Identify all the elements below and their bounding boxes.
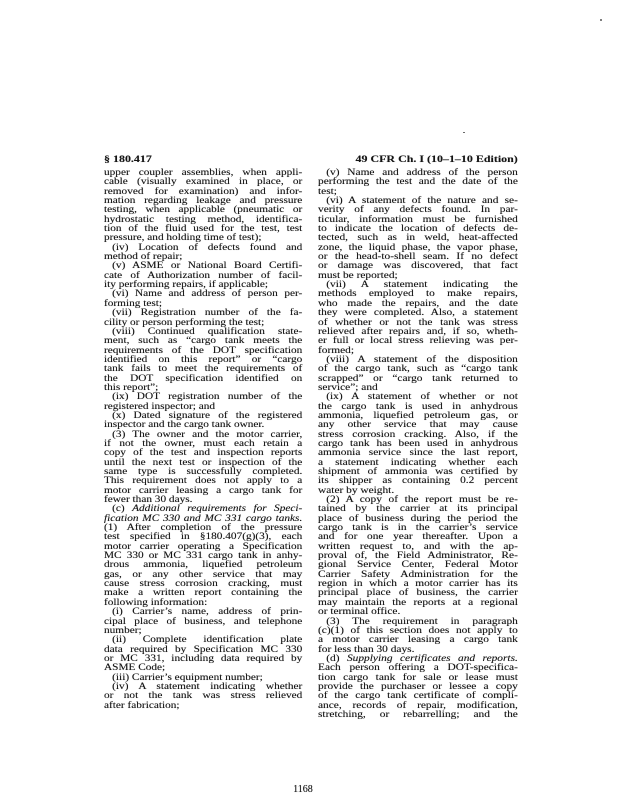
text-line: (vii) Registration number of the fa- [112, 307, 303, 318]
paragraph [104, 289, 302, 308]
text-line: a statement indicating whether each [318, 456, 518, 467]
paragraph [318, 617, 518, 654]
text-line: registered inspector; and [104, 400, 216, 411]
text-line: forming test; [104, 297, 163, 308]
paragraph [318, 495, 518, 616]
text-line: (ii) Complete identification plate [112, 634, 303, 645]
text-line: (iii) Carrier’s equipment number; [112, 671, 263, 682]
text-line: tion of the fluid used for the test, test [104, 223, 303, 234]
text-line: or MC 331, including data required by [104, 652, 303, 663]
text-line: cility or person performing the test; [104, 316, 265, 327]
scan-speck [600, 19, 602, 21]
text-line: Each person offering a DOT-specifica- [318, 662, 518, 673]
paragraph [104, 635, 302, 672]
text-line: service”; and [318, 381, 378, 392]
text-line: its shipper as containing 0.2 percent [318, 475, 518, 486]
paragraph [104, 430, 302, 505]
text-line: cate of Authorization number of facil- [104, 269, 303, 280]
text-line: region in which a motor carrier has its [318, 578, 518, 589]
scan-speck [463, 132, 465, 133]
text-line: tained by the carrier at its principal [318, 503, 518, 514]
text-line: make a written report containing the [104, 587, 303, 598]
text-line: ASME Code; [104, 662, 166, 673]
text-line: provide the purchaser or lessee a copy [318, 680, 518, 691]
italic-heading-text: fication MC 330 and MC 331 cargo tanks. [104, 512, 303, 523]
text-line: hydrostatic testing method, identifica- [104, 213, 303, 224]
text-line: the DOT specification identified on [104, 372, 303, 383]
paragraph [318, 392, 518, 495]
text-line: (2) A copy of the report must be re- [326, 494, 518, 505]
text-line: of the cargo tank, such as “cargo tank [318, 363, 518, 374]
text-line: proval of, the Field Administrator, Re- [318, 550, 518, 561]
text-line: (vi) A statement of the nature and se- [326, 195, 518, 206]
text-line: cipal place of business, and telephone [104, 615, 303, 626]
text-line: or not the tank was stress relieved [104, 690, 303, 701]
text-line: formed; [318, 344, 355, 355]
text-line: motor carrier leasing a cargo tank for [104, 484, 303, 495]
text-line: (i) Carrier’s name, address of prin- [112, 606, 303, 617]
text-line: any other service that may cause [318, 419, 518, 430]
text-line: relieved after repairs and, if so, wheth- [318, 325, 518, 336]
paragraph [104, 327, 302, 392]
paragraph [104, 682, 302, 710]
text-line: (ix) DOT registration number of the [112, 391, 303, 402]
text-line: zone, the liquid phase, the vapor phase, [318, 241, 518, 252]
text-line: cargo tank has been used in anhydrous [318, 437, 518, 448]
text-line: MC 330 or MC 331 cargo tank in anhy- [104, 550, 303, 561]
text-line: cable (visually examined in place, or [104, 176, 303, 187]
text-line: gas, or any other service that may [104, 568, 303, 579]
text-line: who made the repairs, and the date [318, 297, 518, 308]
paragraph [104, 392, 302, 411]
text-line: ticular, information must be furnished [318, 213, 518, 224]
text-line: (vi) Name and address of person per- [112, 288, 303, 299]
paragraph [318, 168, 518, 196]
text-line: ment, such as “cargo tank meets the [104, 335, 303, 346]
text-line: stress corrosion cracking. Also, if the [318, 428, 518, 439]
text-line: (viii) A statement of the disposition [326, 353, 518, 364]
running-head-edition: 49 CFR Ch. I (10–1–10 Edition) [355, 155, 518, 165]
text-line: the cargo tank is used in anhydrous [318, 400, 518, 411]
text-line: (vii) A statement indicating the [326, 279, 518, 290]
text-line: (3) The requirement in paragraph [326, 615, 518, 626]
text-run: (d) [326, 652, 347, 663]
paragraph [104, 504, 302, 607]
text-line: identified on this report” or “cargo [104, 353, 303, 364]
section-number: § 180.417 [104, 155, 152, 165]
text-line: or the head-to-shell seam. If no defect [318, 251, 518, 262]
text-line: (v) Name and address of the person [326, 167, 518, 177]
text-line: following information: [104, 596, 208, 607]
text-line: copy of the test and inspection reports [104, 447, 303, 458]
text-line: mation regarding leakage and pressure [104, 195, 303, 206]
text-line: er full or local stress relieving was per- [318, 335, 518, 346]
right-text-column [318, 168, 518, 719]
text-line: This requirement does not apply to a [104, 475, 303, 486]
text-line: drous ammonia, liquefied petroleum [104, 559, 303, 570]
paragraph [104, 243, 302, 262]
text-line: Carrier Safety Administration for the [318, 568, 518, 579]
text-line: ity performing repairs, if applicable; [104, 279, 269, 290]
text-line: cargo tank is in the carrier’s service [318, 522, 518, 533]
text-line: upper coupler assemblies, when appli- [104, 167, 303, 177]
text-line: performing the test and the date of the [318, 176, 518, 187]
text-line: or damage was discovered, that fact [318, 260, 518, 271]
text-line: test; [318, 185, 337, 196]
paragraph [318, 355, 518, 392]
text-line: pressure, and holding time of test); [104, 232, 262, 243]
text-line: inspector and the cargo tank owner. [104, 419, 265, 430]
text-line: stretching, or rebarrelling; and the [318, 708, 518, 719]
text-line: test specified in §180.407(g)(3), each [104, 531, 303, 542]
paragraph [318, 654, 518, 719]
text-line: (iv) Location of defects found and [112, 241, 303, 252]
text-line: (viii) Continued qualification state- [112, 325, 303, 336]
text-line: motor carrier operating a Specification [104, 540, 303, 551]
left-text-column [104, 168, 302, 710]
text-line: (ix) A statement of whether or not [326, 391, 518, 402]
page-number: 1168 [293, 784, 313, 795]
text-line: this report”; [104, 381, 159, 392]
text-line: water by weight. [318, 484, 395, 495]
paragraph [318, 196, 518, 280]
text-line: tected, such as in weld, heat-affected [318, 232, 518, 243]
text-line: until the next test or inspection of the [104, 456, 303, 467]
text-line: requirements of the DOT specification [104, 344, 303, 355]
text-line: verity of any defects found. In par- [318, 204, 518, 215]
text-line: must be reported; [318, 269, 398, 280]
text-line: after fabrication; [104, 699, 180, 710]
text-line: of the cargo tank certificate of compli- [318, 690, 518, 701]
text-line: to indicate the location of defects de- [318, 223, 518, 234]
text-line: principal place of business, the carrier [318, 587, 518, 598]
text-line: for less than 30 days. [318, 643, 415, 654]
text-line: (c)(1) of this section does not apply to [318, 624, 518, 635]
text-line: place of business during the period the [318, 512, 518, 523]
text-line: may maintain the reports at a regional [318, 596, 518, 607]
text-line: gional Service Center, Federal Motor [318, 559, 518, 570]
text-line: they were completed. Also, a statement [318, 307, 518, 318]
text-line: written request to, and with the ap- [318, 540, 518, 551]
paragraph [104, 607, 302, 635]
text-line: (3) The owner and the motor carrier, [112, 428, 303, 439]
text-line: ance, records of repair, modification, [318, 699, 518, 710]
text-line: ammonia, liquefied petroleum gas, or [318, 409, 518, 420]
text-line: a motor carrier leasing a cargo tank [318, 634, 518, 645]
italic-heading-text: Additional requirements for Speci- [132, 503, 303, 514]
paragraph [104, 261, 302, 289]
text-run: (c) [112, 503, 133, 514]
text-line: tion cargo tank for sale or lease must [318, 671, 518, 682]
text-line: (v) ASME or National Board Certifi- [112, 260, 303, 271]
text-line: data required by Specification MC 330 [104, 643, 303, 654]
paragraph [318, 280, 518, 355]
text-line: of whether or not the tank was stress [318, 316, 518, 327]
text-line: (1) After completion of the pressure [104, 522, 303, 533]
text-line: and for one year thereafter. Upon a [318, 531, 518, 542]
text-line: or terminal office. [318, 606, 401, 617]
text-line: cause stress corrosion cracking, must [104, 578, 303, 589]
text-line: methods employed to make repairs, [318, 288, 518, 299]
text-line: (iv) A statement indicating whether [112, 680, 303, 691]
text-line: fewer than 30 days. [104, 494, 193, 505]
text-line: number; [104, 624, 142, 635]
text-line: same type is successfully completed. [104, 466, 303, 476]
paragraph [104, 411, 302, 430]
text-line: (x) Dated signature of the registered [112, 409, 303, 420]
text-line: shipment of ammonia was certified by [318, 466, 518, 476]
text-line: testing, when applicable (pneumatic or [104, 204, 303, 215]
text-line: removed for examination) and infor- [104, 185, 303, 196]
text-line: scrapped” or “cargo tank returned to [318, 372, 518, 383]
paragraph [104, 308, 302, 327]
italic-heading-text: Supplying certificates and reports. [346, 652, 518, 663]
text-line: method of repair; [104, 251, 183, 262]
text-line: tank fails to meet the requirements of [104, 363, 303, 374]
text-line: ammonia service since the last report, [318, 447, 518, 458]
text-line: if not the owner, must each retain a [104, 437, 303, 448]
paragraph [104, 168, 302, 243]
